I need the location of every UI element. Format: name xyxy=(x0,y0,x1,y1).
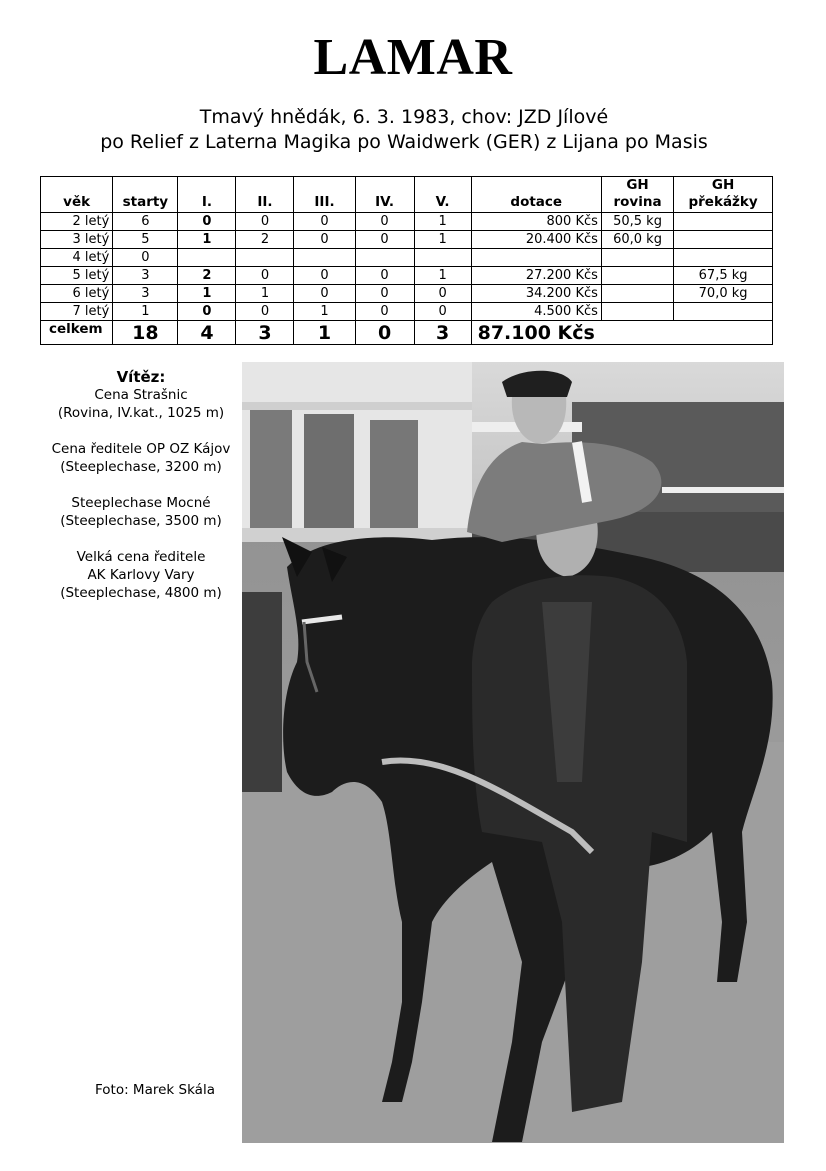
cell-second: 0 xyxy=(236,303,294,321)
cell-fifth xyxy=(414,249,471,267)
cell-gh-flat xyxy=(601,303,673,321)
header-gh-obstacles-line1: GH xyxy=(711,177,735,193)
total-fifth: 3 xyxy=(414,321,471,345)
victory-race-name-cont: AK Karlovy Vary xyxy=(87,567,195,583)
victory-race-name: Steeplechase Mocné xyxy=(71,495,211,511)
cell-gh-flat xyxy=(601,285,673,303)
cell-age: 3 letý xyxy=(41,231,113,249)
cell-third: 0 xyxy=(294,267,355,285)
cell-money xyxy=(471,249,601,267)
cell-money: 20.400 Kčs xyxy=(471,231,601,249)
header-gh-obstacles-line2: překážky xyxy=(688,194,758,210)
cell-fourth: 0 xyxy=(355,303,414,321)
header-fifth: V. xyxy=(414,177,471,213)
cell-money: 4.500 Kčs xyxy=(471,303,601,321)
cell-first: 1 xyxy=(178,285,236,303)
total-third: 1 xyxy=(294,321,355,345)
victory-item xyxy=(40,440,242,476)
cell-gh-flat: 60,0 kg xyxy=(601,231,673,249)
cell-fifth: 0 xyxy=(414,303,471,321)
cell-age: 7 letý xyxy=(41,303,113,321)
cell-gh-flat: 50,5 kg xyxy=(601,213,673,231)
header-money: dotace xyxy=(471,177,601,213)
table-row xyxy=(41,303,773,321)
header-fourth: IV. xyxy=(355,177,414,213)
cell-gh-flat xyxy=(601,267,673,285)
cell-first: 1 xyxy=(178,231,236,249)
cell-gh-obstacles xyxy=(674,303,773,321)
cell-starts: 3 xyxy=(113,285,178,303)
cell-second xyxy=(236,249,294,267)
victory-race-detail: (Steeplechase, 3200 m) xyxy=(60,459,222,475)
total-starts: 18 xyxy=(113,321,178,345)
victory-race-name: Cena ředitele OP OZ Kájov xyxy=(51,441,231,457)
cell-starts: 1 xyxy=(113,303,178,321)
cell-fourth: 0 xyxy=(355,231,414,249)
victories-heading: Vítěz: xyxy=(116,368,166,386)
race-record-table xyxy=(40,176,773,345)
cell-age: 6 letý xyxy=(41,285,113,303)
cell-gh-obstacles: 70,0 kg xyxy=(674,285,773,303)
cell-starts: 3 xyxy=(113,267,178,285)
cell-second: 0 xyxy=(236,267,294,285)
cell-first: 0 xyxy=(178,213,236,231)
cell-money: 34.200 Kčs xyxy=(471,285,601,303)
total-money: 87.100 Kčs xyxy=(471,321,772,345)
cell-third: 0 xyxy=(294,213,355,231)
total-fourth: 0 xyxy=(355,321,414,345)
header-gh-obstacles xyxy=(674,177,773,213)
horse-name-title: LAMAR xyxy=(313,29,513,86)
cell-third: 0 xyxy=(294,285,355,303)
cell-age: 4 letý xyxy=(41,249,113,267)
header-age: věk xyxy=(41,177,113,213)
cell-fourth xyxy=(355,249,414,267)
victory-item xyxy=(40,548,242,602)
cell-third: 1 xyxy=(294,303,355,321)
cell-fourth: 0 xyxy=(355,285,414,303)
horse-description: Tmavý hnědák, 6. 3. 1983, chov: JZD Jílové xyxy=(199,106,609,128)
cell-second: 1 xyxy=(236,285,294,303)
victory-race-detail: (Steeplechase, 3500 m) xyxy=(60,513,222,529)
header-starts: starty xyxy=(113,177,178,213)
victory-race-detail: (Steeplechase, 4800 m) xyxy=(60,585,222,601)
header-first: I. xyxy=(178,177,236,213)
cell-first: 2 xyxy=(178,267,236,285)
cell-second: 0 xyxy=(236,213,294,231)
cell-third xyxy=(294,249,355,267)
cell-fifth: 1 xyxy=(414,213,471,231)
cell-money: 800 Kčs xyxy=(471,213,601,231)
cell-gh-obstacles: 67,5 kg xyxy=(674,267,773,285)
victory-item xyxy=(40,386,242,422)
header-second: II. xyxy=(236,177,294,213)
total-first: 4 xyxy=(178,321,236,345)
pedigree-line: po Relief z Laterna Magika po Waidwerk (GER) z Lijana po Masis xyxy=(100,131,708,153)
header-gh-flat-line1: GH xyxy=(626,177,649,193)
cell-gh-obstacles xyxy=(674,231,773,249)
cell-second: 2 xyxy=(236,231,294,249)
photo-credit: Foto: Marek Skála xyxy=(95,1082,215,1098)
header-gh-flat-line2: rovina xyxy=(613,194,662,210)
cell-starts: 6 xyxy=(113,213,178,231)
cell-age: 5 letý xyxy=(41,267,113,285)
table-row xyxy=(41,267,773,285)
table-row xyxy=(41,213,773,231)
cell-age: 2 letý xyxy=(41,213,113,231)
cell-starts: 5 xyxy=(113,231,178,249)
cell-third: 0 xyxy=(294,231,355,249)
cell-fourth: 0 xyxy=(355,213,414,231)
cell-fifth: 1 xyxy=(414,267,471,285)
table-row xyxy=(41,231,773,249)
table-total-row xyxy=(41,321,773,345)
table-row xyxy=(41,285,773,303)
header-third: III. xyxy=(294,177,355,213)
cell-first xyxy=(178,249,236,267)
victories-list xyxy=(40,368,242,602)
table-header-row xyxy=(41,177,773,213)
victory-race-name: Cena Strašnic xyxy=(94,387,188,403)
cell-money: 27.200 Kčs xyxy=(471,267,601,285)
victory-race-name: Velká cena ředitele xyxy=(76,549,206,565)
cell-fifth: 1 xyxy=(414,231,471,249)
horse-photograph xyxy=(242,362,784,1143)
cell-fourth: 0 xyxy=(355,267,414,285)
header-gh-flat xyxy=(601,177,673,213)
total-second: 3 xyxy=(236,321,294,345)
victory-item xyxy=(40,494,242,530)
horse-photo-illustration xyxy=(242,362,784,1143)
cell-gh-flat xyxy=(601,249,673,267)
table-row xyxy=(41,249,773,267)
total-label: celkem xyxy=(41,321,113,345)
cell-gh-obstacles xyxy=(674,249,773,267)
cell-fifth: 0 xyxy=(414,285,471,303)
cell-first: 0 xyxy=(178,303,236,321)
victory-race-detail: (Rovina, IV.kat., 1025 m) xyxy=(57,405,225,421)
cell-gh-obstacles xyxy=(674,213,773,231)
cell-starts: 0 xyxy=(113,249,178,267)
